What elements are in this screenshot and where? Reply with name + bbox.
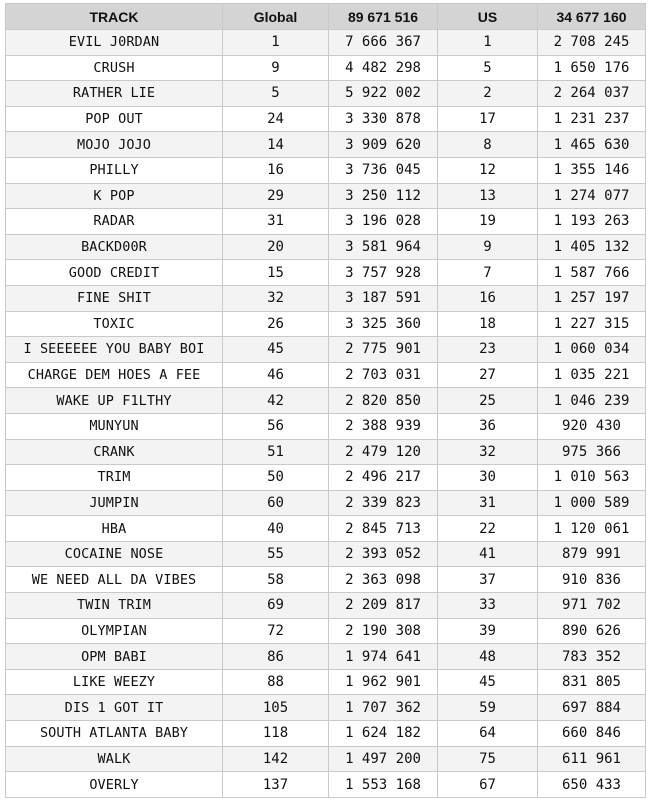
table-row[interactable] <box>6 388 646 414</box>
table-row[interactable] <box>6 183 646 209</box>
us-streams-cell: 975 366 <box>538 439 646 465</box>
table-row[interactable] <box>6 285 646 311</box>
track-name-cell: I SEEEEEE YOU BABY BOI <box>6 337 223 363</box>
global-streams-cell: 3 250 112 <box>329 183 438 209</box>
table-row[interactable] <box>6 644 646 670</box>
global-streams-cell: 1 553 168 <box>329 772 438 798</box>
table-row[interactable] <box>6 593 646 619</box>
us-streams-cell: 831 805 <box>538 669 646 695</box>
table-row[interactable] <box>6 157 646 183</box>
track-name-cell: OVERLY <box>6 772 223 798</box>
streams-table <box>5 3 646 798</box>
table-row[interactable] <box>6 55 646 81</box>
global-streams-cell: 4 482 298 <box>329 55 438 81</box>
track-name-cell: PHILLY <box>6 157 223 183</box>
table-row[interactable] <box>6 30 646 56</box>
global-rank-cell: 137 <box>223 772 329 798</box>
track-name-cell: LIKE WEEZY <box>6 669 223 695</box>
us-rank-cell: 30 <box>438 465 538 491</box>
us-rank-cell: 59 <box>438 695 538 721</box>
table-row[interactable] <box>6 106 646 132</box>
table-row[interactable] <box>6 260 646 286</box>
global-rank-cell: 26 <box>223 311 329 337</box>
track-name-cell: JUMPIN <box>6 490 223 516</box>
us-rank-cell: 32 <box>438 439 538 465</box>
global-streams-cell: 2 496 217 <box>329 465 438 491</box>
us-streams-cell: 2 264 037 <box>538 81 646 107</box>
header-global-total[interactable]: 89 671 516 <box>329 4 438 30</box>
us-rank-cell: 18 <box>438 311 538 337</box>
global-rank-cell: 69 <box>223 593 329 619</box>
us-rank-cell: 41 <box>438 541 538 567</box>
us-streams-cell: 1 193 263 <box>538 209 646 235</box>
track-name-cell: TRIM <box>6 465 223 491</box>
us-rank-cell: 39 <box>438 618 538 644</box>
global-rank-cell: 42 <box>223 388 329 414</box>
us-rank-cell: 23 <box>438 337 538 363</box>
us-streams-cell: 1 000 589 <box>538 490 646 516</box>
global-rank-cell: 105 <box>223 695 329 721</box>
global-streams-cell: 2 845 713 <box>329 516 438 542</box>
track-name-cell: OPM BABI <box>6 644 223 670</box>
us-rank-cell: 45 <box>438 669 538 695</box>
us-streams-cell: 971 702 <box>538 593 646 619</box>
track-name-cell: MUNYUN <box>6 413 223 439</box>
track-name-cell: COCAINE NOSE <box>6 541 223 567</box>
us-streams-cell: 890 626 <box>538 618 646 644</box>
global-rank-cell: 16 <box>223 157 329 183</box>
global-rank-cell: 86 <box>223 644 329 670</box>
global-streams-cell: 2 363 098 <box>329 567 438 593</box>
global-streams-cell: 1 962 901 <box>329 669 438 695</box>
table-row[interactable] <box>6 209 646 235</box>
us-rank-cell: 8 <box>438 132 538 158</box>
us-streams-cell: 1 274 077 <box>538 183 646 209</box>
us-streams-cell: 697 884 <box>538 695 646 721</box>
us-rank-cell: 7 <box>438 260 538 286</box>
global-rank-cell: 46 <box>223 362 329 388</box>
global-rank-cell: 58 <box>223 567 329 593</box>
table-row[interactable] <box>6 746 646 772</box>
track-name-cell: BACKD00R <box>6 234 223 260</box>
track-name-cell: EVIL J0RDAN <box>6 30 223 56</box>
track-name-cell: TOXIC <box>6 311 223 337</box>
us-rank-cell: 19 <box>438 209 538 235</box>
global-rank-cell: 24 <box>223 106 329 132</box>
table-row[interactable] <box>6 567 646 593</box>
us-streams-cell: 783 352 <box>538 644 646 670</box>
table-row[interactable] <box>6 721 646 747</box>
track-name-cell: GOOD CREDIT <box>6 260 223 286</box>
table-row[interactable] <box>6 234 646 260</box>
us-streams-cell: 1 046 239 <box>538 388 646 414</box>
table-row[interactable] <box>6 618 646 644</box>
track-name-cell: CRUSH <box>6 55 223 81</box>
global-streams-cell: 1 707 362 <box>329 695 438 721</box>
us-rank-cell: 37 <box>438 567 538 593</box>
global-rank-cell: 51 <box>223 439 329 465</box>
track-name-cell: POP OUT <box>6 106 223 132</box>
global-streams-cell: 7 666 367 <box>329 30 438 56</box>
us-rank-cell: 9 <box>438 234 538 260</box>
us-streams-cell: 1 227 315 <box>538 311 646 337</box>
global-rank-cell: 88 <box>223 669 329 695</box>
global-streams-cell: 2 388 939 <box>329 413 438 439</box>
track-name-cell: DIS 1 GOT IT <box>6 695 223 721</box>
global-streams-cell: 1 624 182 <box>329 721 438 747</box>
global-rank-cell: 20 <box>223 234 329 260</box>
table-row[interactable] <box>6 490 646 516</box>
track-name-cell: CRANK <box>6 439 223 465</box>
us-streams-cell: 920 430 <box>538 413 646 439</box>
track-name-cell: WAKE UP F1LTHY <box>6 388 223 414</box>
us-rank-cell: 25 <box>438 388 538 414</box>
global-rank-cell: 60 <box>223 490 329 516</box>
us-rank-cell: 1 <box>438 30 538 56</box>
header-global[interactable]: Global <box>223 4 329 30</box>
global-streams-cell: 2 393 052 <box>329 541 438 567</box>
us-streams-cell: 1 587 766 <box>538 260 646 286</box>
us-streams-cell: 1 231 237 <box>538 106 646 132</box>
track-name-cell: OLYMPIAN <box>6 618 223 644</box>
us-rank-cell: 2 <box>438 81 538 107</box>
us-streams-cell: 1 060 034 <box>538 337 646 363</box>
table-row[interactable] <box>6 413 646 439</box>
us-streams-cell: 879 991 <box>538 541 646 567</box>
table-row[interactable] <box>6 362 646 388</box>
table-row[interactable] <box>6 132 646 158</box>
global-rank-cell: 29 <box>223 183 329 209</box>
global-rank-cell: 5 <box>223 81 329 107</box>
us-rank-cell: 64 <box>438 721 538 747</box>
global-rank-cell: 15 <box>223 260 329 286</box>
us-streams-cell: 1 465 630 <box>538 132 646 158</box>
us-streams-cell: 1 650 176 <box>538 55 646 81</box>
us-streams-cell: 2 708 245 <box>538 30 646 56</box>
track-name-cell: CHARGE DEM HOES A FEE <box>6 362 223 388</box>
global-rank-cell: 31 <box>223 209 329 235</box>
us-streams-cell: 1 120 061 <box>538 516 646 542</box>
table-row[interactable] <box>6 541 646 567</box>
header-us-total[interactable]: 34 677 160 <box>538 4 646 30</box>
global-streams-cell: 2 339 823 <box>329 490 438 516</box>
us-streams-cell: 650 433 <box>538 772 646 798</box>
us-streams-cell: 1 010 563 <box>538 465 646 491</box>
global-rank-cell: 45 <box>223 337 329 363</box>
us-streams-cell: 660 846 <box>538 721 646 747</box>
track-name-cell: WALK <box>6 746 223 772</box>
table-row[interactable] <box>6 465 646 491</box>
us-rank-cell: 16 <box>438 285 538 311</box>
us-streams-cell: 611 961 <box>538 746 646 772</box>
table-row[interactable] <box>6 516 646 542</box>
header-us[interactable]: US <box>438 4 538 30</box>
us-streams-cell: 1 257 197 <box>538 285 646 311</box>
global-rank-cell: 56 <box>223 413 329 439</box>
global-rank-cell: 118 <box>223 721 329 747</box>
global-rank-cell: 55 <box>223 541 329 567</box>
track-name-cell: FINE SHIT <box>6 285 223 311</box>
global-rank-cell: 40 <box>223 516 329 542</box>
global-streams-cell: 3 187 591 <box>329 285 438 311</box>
us-rank-cell: 12 <box>438 157 538 183</box>
table-row[interactable] <box>6 695 646 721</box>
streams-table-container <box>5 3 646 798</box>
global-streams-cell: 3 330 878 <box>329 106 438 132</box>
track-name-cell: SOUTH ATLANTA BABY <box>6 721 223 747</box>
us-rank-cell: 27 <box>438 362 538 388</box>
us-streams-cell: 1 035 221 <box>538 362 646 388</box>
us-rank-cell: 48 <box>438 644 538 670</box>
global-rank-cell: 72 <box>223 618 329 644</box>
us-streams-cell: 1 405 132 <box>538 234 646 260</box>
table-row[interactable] <box>6 337 646 363</box>
table-row[interactable] <box>6 81 646 107</box>
us-rank-cell: 36 <box>438 413 538 439</box>
us-streams-cell: 1 355 146 <box>538 157 646 183</box>
table-row[interactable] <box>6 669 646 695</box>
global-streams-cell: 2 703 031 <box>329 362 438 388</box>
global-streams-cell: 2 820 850 <box>329 388 438 414</box>
global-streams-cell: 1 974 641 <box>329 644 438 670</box>
track-name-cell: RATHER LIE <box>6 81 223 107</box>
track-name-cell: MOJO JOJO <box>6 132 223 158</box>
track-name-cell: TWIN TRIM <box>6 593 223 619</box>
us-rank-cell: 13 <box>438 183 538 209</box>
global-streams-cell: 3 581 964 <box>329 234 438 260</box>
us-rank-cell: 75 <box>438 746 538 772</box>
us-rank-cell: 33 <box>438 593 538 619</box>
global-streams-cell: 2 775 901 <box>329 337 438 363</box>
global-streams-cell: 2 209 817 <box>329 593 438 619</box>
global-streams-cell: 3 909 620 <box>329 132 438 158</box>
global-streams-cell: 2 479 120 <box>329 439 438 465</box>
track-name-cell: RADAR <box>6 209 223 235</box>
global-rank-cell: 14 <box>223 132 329 158</box>
track-name-cell: HBA <box>6 516 223 542</box>
global-rank-cell: 32 <box>223 285 329 311</box>
track-name-cell: K POP <box>6 183 223 209</box>
us-rank-cell: 5 <box>438 55 538 81</box>
track-name-cell: WE NEED ALL DA VIBES <box>6 567 223 593</box>
global-streams-cell: 1 497 200 <box>329 746 438 772</box>
global-streams-cell: 5 922 002 <box>329 81 438 107</box>
global-rank-cell: 1 <box>223 30 329 56</box>
global-streams-cell: 3 757 928 <box>329 260 438 286</box>
us-streams-cell: 910 836 <box>538 567 646 593</box>
us-rank-cell: 67 <box>438 772 538 798</box>
global-rank-cell: 142 <box>223 746 329 772</box>
global-streams-cell: 2 190 308 <box>329 618 438 644</box>
header-track[interactable]: TRACK <box>6 4 223 30</box>
table-row[interactable] <box>6 311 646 337</box>
global-rank-cell: 50 <box>223 465 329 491</box>
table-row[interactable] <box>6 772 646 798</box>
header-row <box>6 4 646 30</box>
global-rank-cell: 9 <box>223 55 329 81</box>
table-row[interactable] <box>6 439 646 465</box>
global-streams-cell: 3 736 045 <box>329 157 438 183</box>
us-rank-cell: 22 <box>438 516 538 542</box>
table-body <box>6 30 646 798</box>
us-rank-cell: 31 <box>438 490 538 516</box>
global-streams-cell: 3 325 360 <box>329 311 438 337</box>
global-streams-cell: 3 196 028 <box>329 209 438 235</box>
us-rank-cell: 17 <box>438 106 538 132</box>
